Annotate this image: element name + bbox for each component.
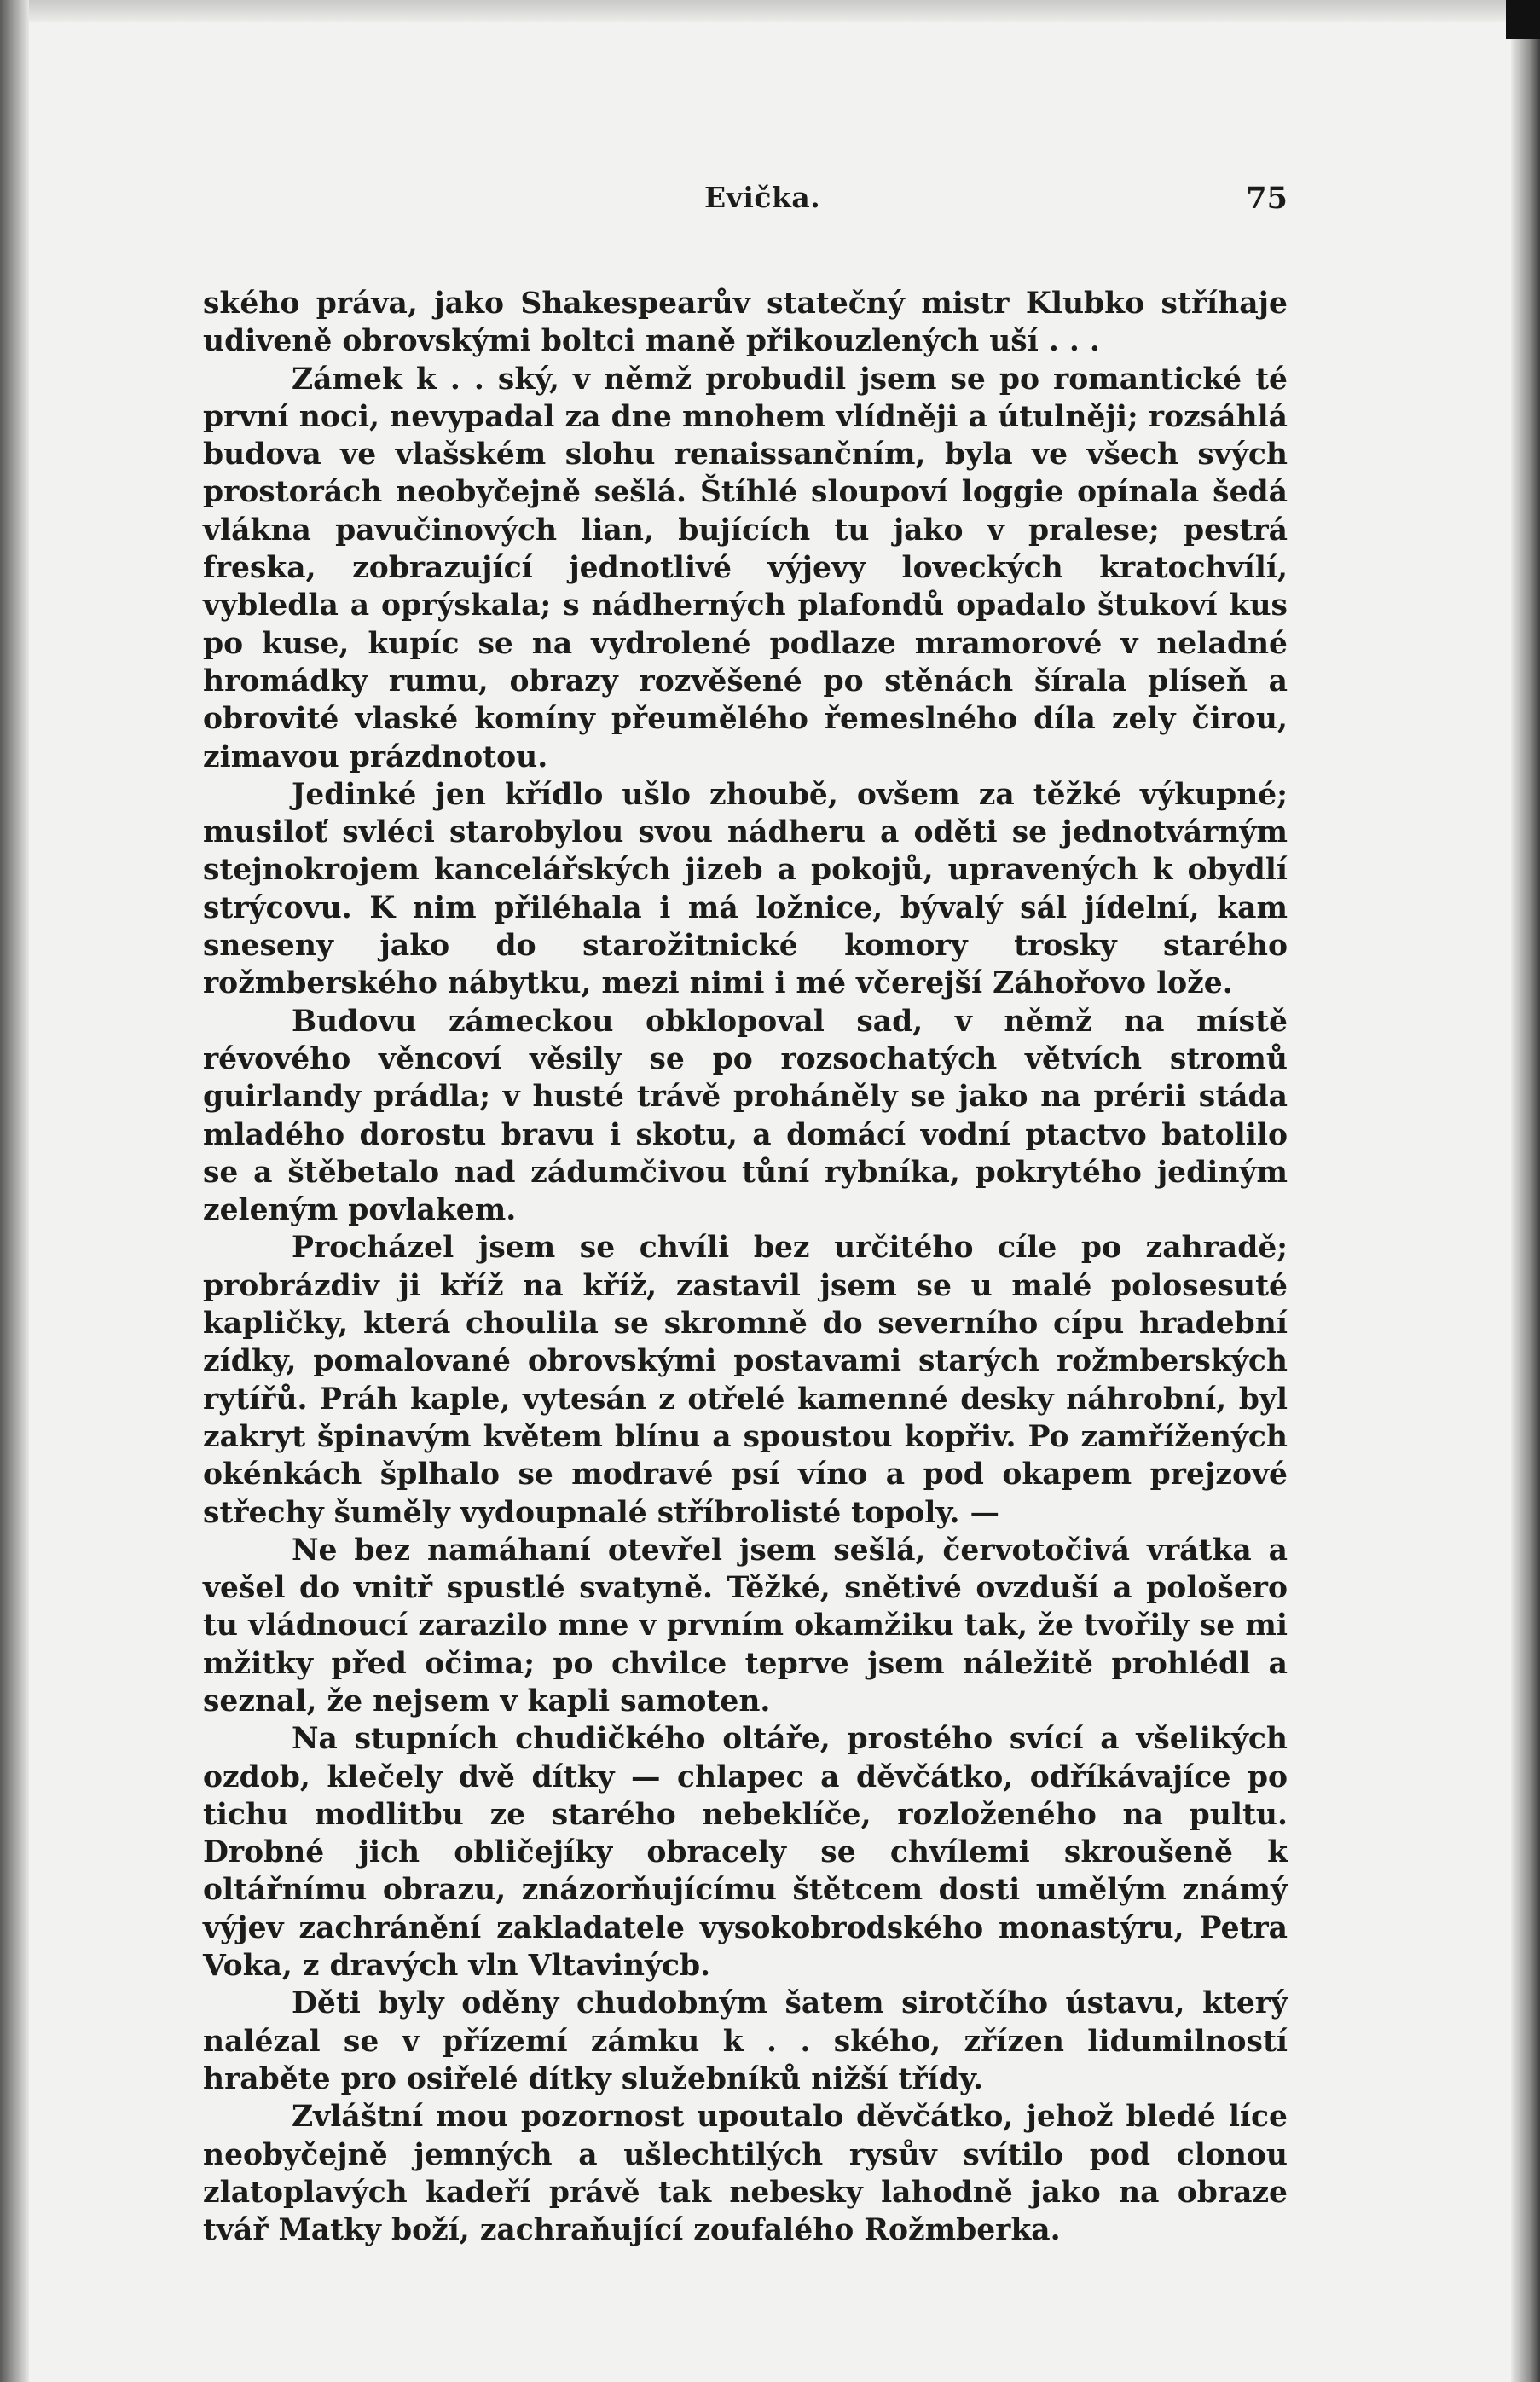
paragraph: ského práva, jako Shakespearův statečný mistr Klubko stříhaje udiveně obrovskými boltci maně přikouzlených uší . . . xyxy=(203,287,1288,359)
paragraph: Jedinké jen křídlo ušlo zhoubě, ovšem za těžké výkupné; musiloť svléci starobylou svou nádheru a oděti se jednotvárným stejnokrojem kancelářských jizeb a pokojů, upravených k obydlí strýcovu. K nim přiléhala i má ložnice, bývalý sál jídelní, kam sneseny jako do starožitnické komory trosky starého rožmberského nábytku, mezi nimi i mé včerejší Záhořovo lože. xyxy=(203,777,1288,1001)
scan-right-edge xyxy=(1511,0,1540,2382)
scan-left-edge xyxy=(0,0,29,2382)
running-head xyxy=(203,181,1288,232)
scan-corner xyxy=(1506,0,1540,39)
paragraph: Zvláštní mou pozornost upoutalo děvčátko, jehož bledé líce neobyčejně jemných a ušlechtilých rysův svítilo pod clonou zlatoplavých kadeří právě tak nebesky lahodně jako na obraze tvář Matky boží, zachraňující zoufalého Rožmberka. xyxy=(203,2100,1288,2248)
paragraph: Budovu zámeckou obklopoval sad, v němž na místě révového věncoví věsily se po rozsochatých větvích stromů guirlandy prádla; v husté trávě proháněly se jako na prérii stáda mladého dorostu bravu i skotu, a domácí vodní ptactvo batolilo se a štěbetalo nad zádumčivou tůní rybníka, pokrytého jediným zeleným povlakem. xyxy=(203,1004,1288,1228)
paragraph: Ne bez namáhaní otevřel jsem sešlá, červotočivá vrátka a vešel do vnitř spustlé svatyně. Těžké, snětivé ovzduší a pološero tu vládnoucí zarazilo mne v prvním okamžiku tak, že tvořily se mi mžitky před očima; po chvilce teprve jsem náležitě prohlédl a seznal, že nejsem v kapli samoten. xyxy=(203,1533,1288,1718)
chapter-title: Evička. xyxy=(704,181,821,214)
paragraph: Procházel jsem se chvíli bez určitého cíle po zahradě; probrázdiv ji kříž na kříž, zastavil jsem se u malé polosesuté kapličky, která choulila se skromně do severního cípu hradební zídky, pomalované obrovskými postavami starých rožmberských rytířů. Práh kaple, vytesán z otřelé kamenné desky náhrobní, byl zakryt špinavým květem blínu a spoustou kopřiv. Po zamřížených okénkách šplhalo se modravé psí víno a pod okapem prejzové střechy šuměly vydoupnalé stříbrolisté topoly. — xyxy=(203,1231,1288,1530)
book-page xyxy=(203,181,1288,2249)
scan-top-edge xyxy=(0,0,1540,22)
page-number: 75 xyxy=(1246,181,1288,216)
paragraph: Zámek k . . ský, v němž probudil jsem se po romantické té první noci, nevypadal za dne mnohem vlídněji a útulněji; rozsáhlá budova ve vlašském slohu renaissančním, byla ve všech svých prostorách neobyčejně sešlá. Štíhlé sloupoví loggie opínala šedá vlákna pavučinových lian, bujících tu jako v pralese; pestrá freska, zobrazující jednotlivé výjevy loveckých kratochvílí, vybledla a oprýskala; s nádherných plafondů opadalo štukoví kus po kuse, kupíc se na vydrolené podlaze mramorové v neladné hromádky rumu, obrazy rozvěšené po stěnách šírala plíseň a obrovité vlaské komíny přeumělého řemeslného díla zely čirou, zimavou prázdnotou. xyxy=(203,362,1288,774)
body-text xyxy=(203,285,1288,2249)
paragraph: Na stupních chudičkého oltáře, prostého svící a všelikých ozdob, klečely dvě dítky — chlapec a děvčátko, odříkávajíce po tichu modlitbu ze starého nebeklíče, rozloženého na pultu. Drobné jich obličejíky obracely se chvílemi skroušeně k oltářnímu obrazu, znázorňujícímu štětcem dosti umělým známý výjev zachránění zakladatele vysokobrodského monastýru, Petra Voka, z dravých vln Vltavinýcb. xyxy=(203,1722,1288,1984)
paragraph: Děti byly oděny chudobným šatem sirotčího ústavu, který nalézal se v přízemí zámku k . . ského, zřízen lidumilností hraběte pro osiřelé dítky služebníků nižší třídy. xyxy=(203,1986,1288,2096)
